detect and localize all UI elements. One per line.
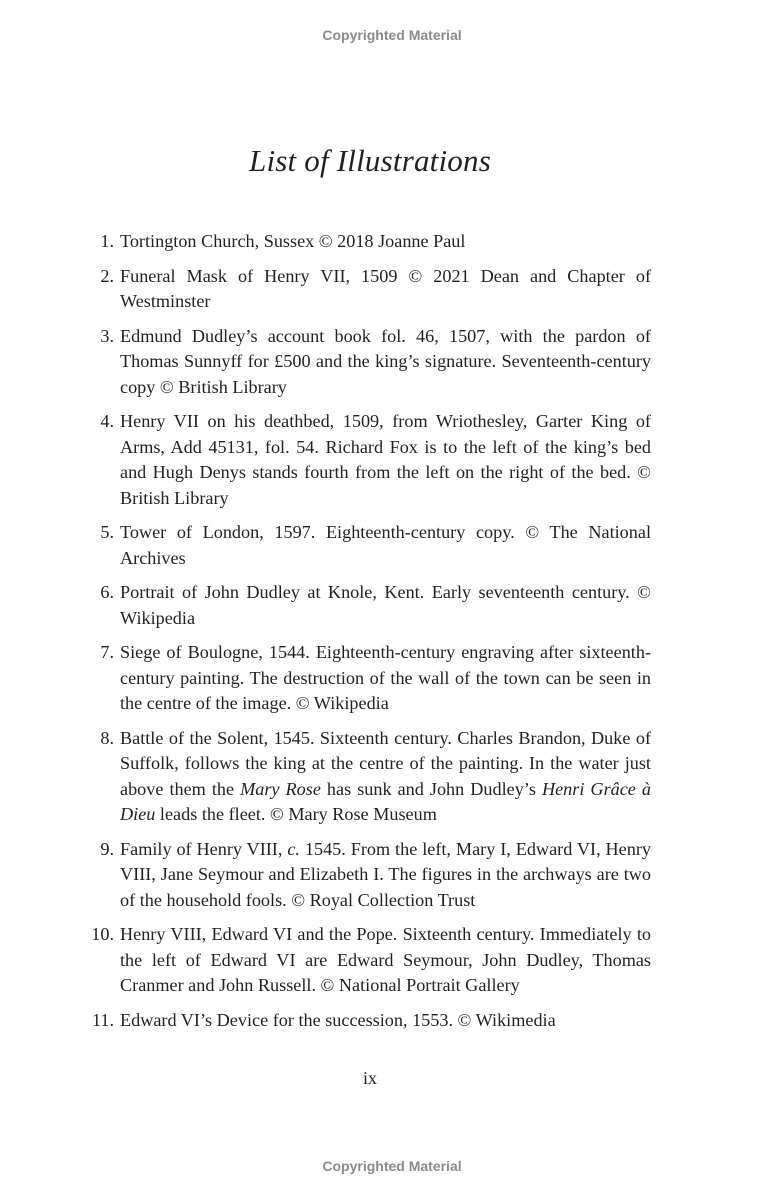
list-item	[80, 409, 651, 511]
item-number: 1.	[100, 231, 114, 251]
page-title: List of Illustrations	[249, 143, 491, 178]
caption-text: 1545. From the left, Mary I, Edward VI, Henry VIII, Jane Seymour and Elizabeth I. The figures in the archways are two of the household fools. © Royal Collection Trust	[120, 838, 651, 910]
item-number: 3.	[100, 325, 114, 346]
item-number: 9.	[100, 838, 114, 859]
list-item	[80, 580, 651, 631]
copyright-watermark-bottom: Copyrighted Material	[322, 1158, 462, 1174]
item-caption: Tower of London, 1597. Eighteenth-century copy. © The National Archives	[120, 522, 651, 568]
item-number: 7.	[100, 642, 114, 662]
item-caption: Henry VII on his deathbed, 1509, from Wriothesley, Garter King of Arms, Add 45131, fol. 54. Richard Fox is to the left of the king’s bed and Hugh Denys stands fourth from the left on the right of the bed. © British Library	[120, 411, 651, 508]
item-number: 2.	[100, 265, 114, 286]
item-number: 4.	[100, 411, 114, 431]
caption-text: Family of Henry VIII,	[120, 838, 288, 859]
italic-title: Mary Rose	[240, 778, 321, 799]
caption-text: leads the fleet. © Mary Rose Museum	[155, 804, 437, 824]
item-caption: Funeral Mask of Henry VII, 1509 © 2021 Dean and Chapter of Westminster	[120, 265, 651, 311]
list-item	[80, 922, 651, 999]
list-item	[80, 264, 651, 315]
list-item	[80, 324, 651, 401]
item-number: 5.	[100, 522, 114, 542]
item-number: 11.	[91, 1009, 114, 1030]
caption-text: has sunk and John Dudley’s	[320, 778, 542, 799]
item-caption: Portrait of John Dudley at Knole, Kent. Early seventeenth century. © Wikipedia	[120, 582, 651, 628]
list-item	[80, 1008, 651, 1034]
item-caption	[120, 839, 651, 910]
list-item	[80, 640, 651, 717]
item-number: 10.	[91, 924, 114, 944]
list-item	[80, 726, 651, 828]
copyright-watermark-top: Copyrighted Material	[322, 27, 462, 43]
italic-title: Henri Grâce à Dieu	[120, 778, 652, 824]
page-number: ix	[362, 1068, 377, 1088]
item-number: 6.	[100, 582, 114, 602]
item-caption	[120, 728, 651, 825]
list-item	[80, 520, 651, 571]
item-caption: Edmund Dudley’s account book fol. 46, 1507, with the pardon of Thomas Sunnyff for £500 and the king’s signature. Seventeenth-century copy © British Library	[120, 325, 651, 397]
item-number: 8.	[100, 727, 114, 748]
italic-title: c.	[287, 838, 300, 859]
item-caption: Edward VI’s Device for the succession, 1553. © Wikimedia	[120, 1009, 556, 1030]
list-item	[80, 229, 651, 255]
item-caption: Henry VIII, Edward VI and the Pope. Sixteenth century. Immediately to the left of Edward VI are Edward Seymour, John Dudley, Thomas Cranmer and John Russell. © National Portrait Gallery	[120, 924, 651, 995]
list-item	[80, 837, 651, 914]
caption-text: Battle of the Solent, 1545. Sixteenth century. Charles Brandon, Duke of Suffolk, follows the king at the centre of the painting. In the water just above them the	[120, 727, 651, 799]
item-caption: Siege of Boulogne, 1544. Eighteenth-century engraving after sixteenth-century painting. The destruction of the wall of the town can be seen in the centre of the image. © Wikipedia	[120, 642, 651, 713]
item-caption: Tortington Church, Sussex © 2018 Joanne Paul	[120, 231, 466, 251]
illustration-list	[80, 229, 651, 1042]
